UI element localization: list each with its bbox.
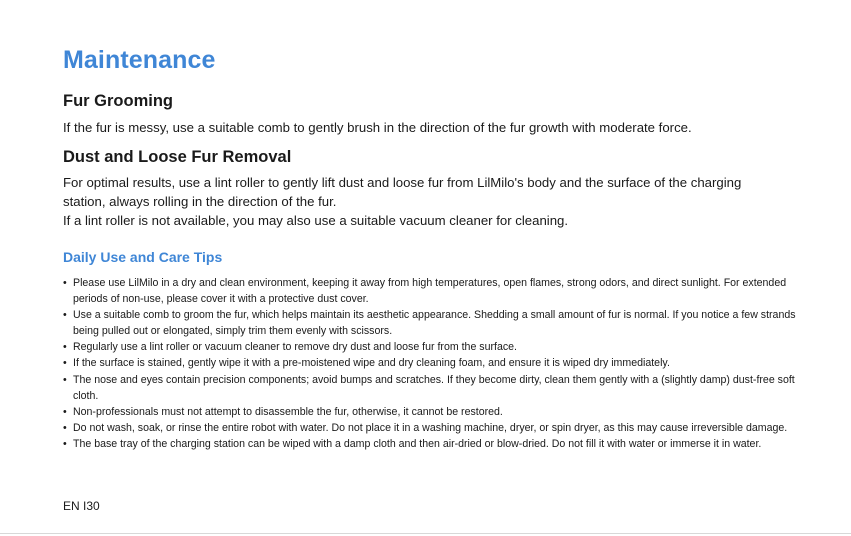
tip-item — [63, 355, 798, 371]
bullet-icon: • — [63, 357, 67, 370]
tip-item — [63, 436, 798, 452]
tip-text: If the surface is stained, gently wipe it with a pre-moistened wipe and dry cleaning foam, and ensure it is wiped dry immediately. — [73, 357, 670, 370]
language-code: EN — [63, 499, 80, 513]
fur-grooming-paragraph: If the fur is messy, use a suitable comb to gently brush in the direction of the fur growth with moderate force. — [63, 120, 692, 135]
tip-item — [63, 275, 798, 307]
page-footer — [63, 499, 100, 513]
dust-removal-paragraph-2: If a lint roller is not available, you may also use a suitable vacuum cleaner for cleaning. — [63, 213, 569, 228]
bullet-icon: • — [63, 373, 67, 386]
bottom-divider — [0, 533, 851, 534]
bullet-icon: • — [63, 437, 67, 450]
footer-separator: I — [83, 499, 87, 513]
tip-item — [63, 404, 798, 420]
tip-text: The nose and eyes contain precision components; avoid bumps and scratches. If they become dirty, clean them gently with a (slightly damp) dust-free soft cloth. — [73, 373, 795, 402]
section-heading-fur-grooming: Fur Grooming — [63, 92, 173, 110]
page-title: Maintenance — [63, 46, 216, 74]
tip-text: Regularly use a lint roller or vacuum cleaner to remove dry dust and loose fur from the surface. — [73, 341, 517, 354]
tips-list — [63, 275, 798, 452]
section-heading-dust-removal: Dust and Loose Fur Removal — [63, 148, 292, 166]
bullet-icon: • — [63, 405, 67, 418]
bullet-icon: • — [63, 421, 67, 434]
tip-item — [63, 420, 798, 436]
tip-text: Do not wash, soak, or rinse the entire robot with water. Do not place it in a washing machine, dryer, or spin dryer, as this may cause irreversible damage. — [73, 421, 788, 434]
tip-item — [63, 339, 798, 355]
bullet-icon: • — [63, 309, 67, 322]
bullet-icon: • — [63, 341, 67, 354]
tip-text: The base tray of the charging station can be wiped with a damp cloth and then air-dried or blow-dried. Do not fill it with water or immerse it in water. — [73, 437, 762, 450]
bullet-icon: • — [63, 277, 67, 289]
tips-heading: Daily Use and Care Tips — [63, 249, 223, 265]
tip-text: Please use LilMilo in a dry and clean environment, keeping it away from high temperatures, open flames, strong odors, and direct sunlight. For extended periods of non-use, please cover it with a protective dust cover. — [73, 277, 787, 306]
tip-item — [63, 307, 798, 339]
page-number: 30 — [86, 499, 100, 513]
tip-text: Use a suitable comb to groom the fur, which helps maintain its aesthetic appearance. Shedding a small amount of fur is normal. If you notice a few strands being pulled out or elongated, simply trim them evenly with scissors. — [73, 309, 796, 338]
tip-text: Non-professionals must not attempt to disassemble the fur, otherwise, it cannot be restored. — [73, 405, 503, 418]
tip-item — [63, 372, 798, 404]
dust-removal-paragraph-1: For optimal results, use a lint roller to gently lift dust and loose fur from LilMilo's body and the surface of the charging station, always rolling in the direction of the fur. — [63, 175, 742, 209]
